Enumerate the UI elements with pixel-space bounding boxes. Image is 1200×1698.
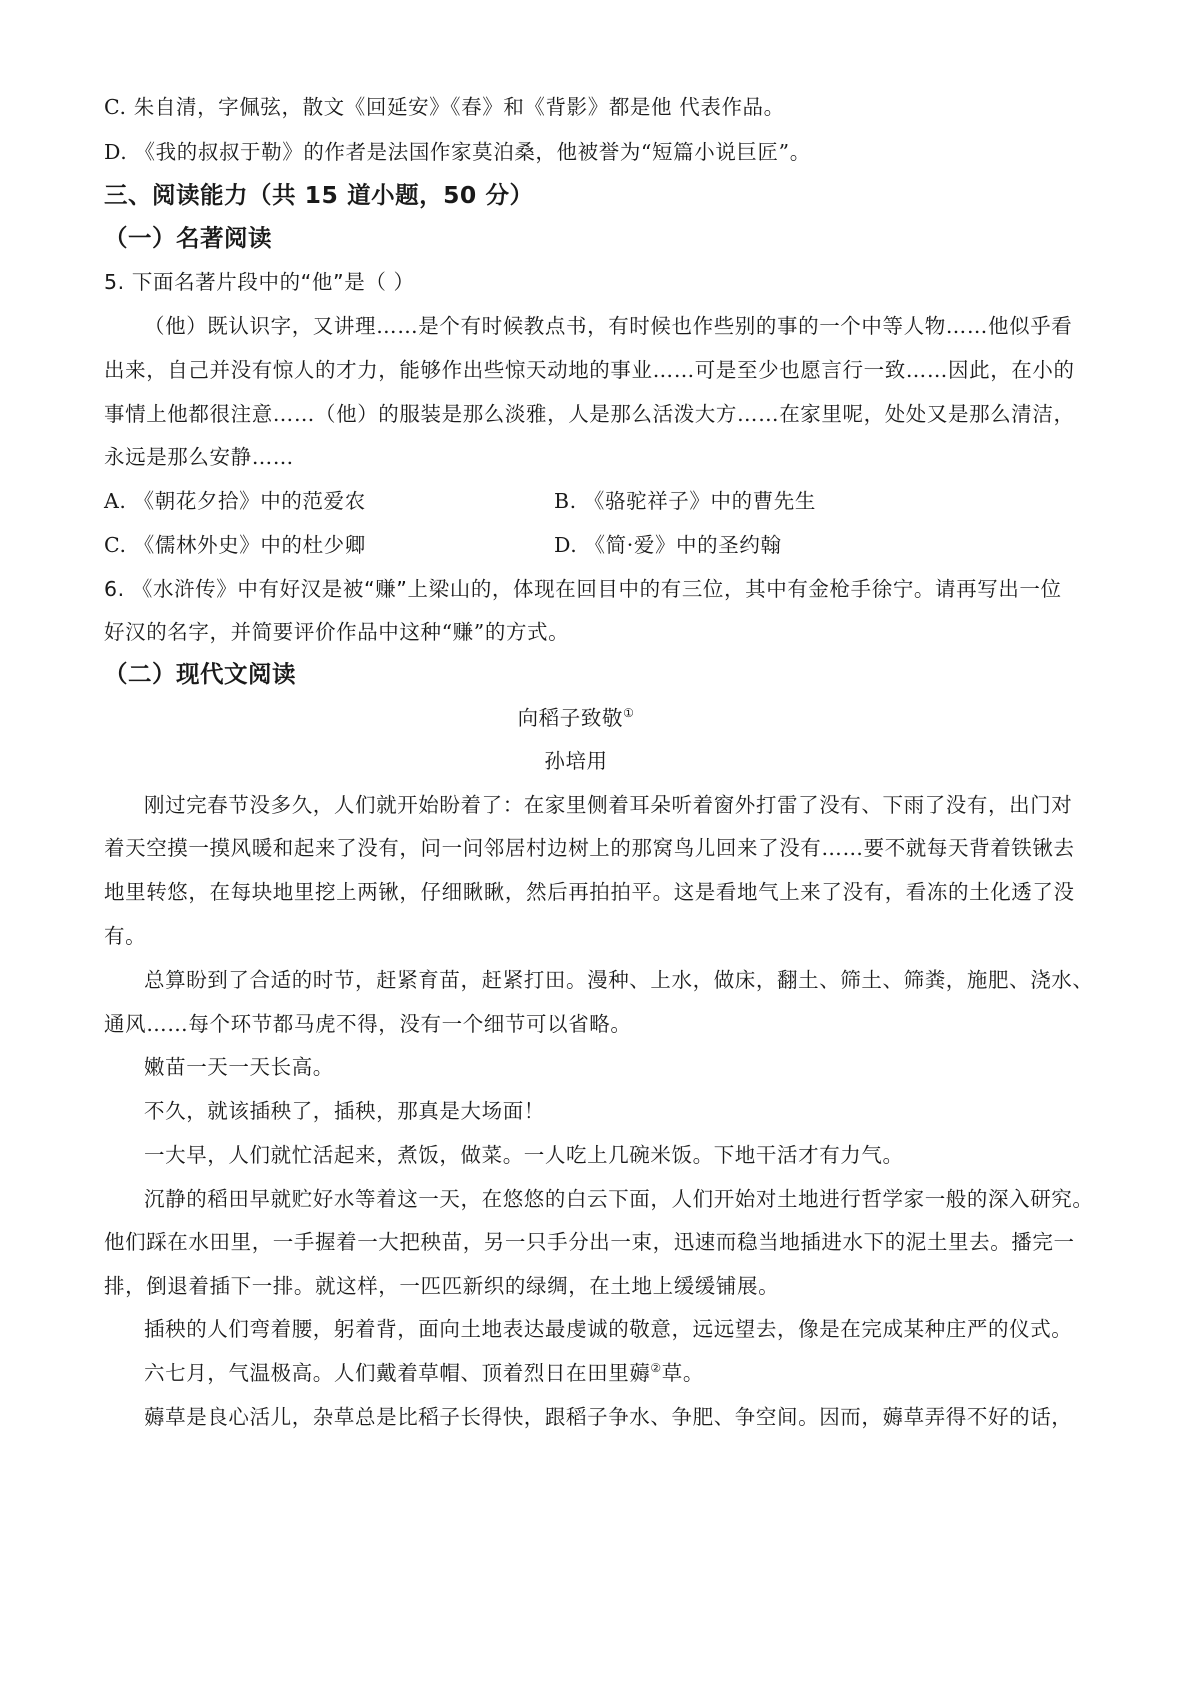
article-line: 有。 <box>104 924 147 948</box>
passage-line: 永远是那么安静…… <box>104 445 294 469</box>
article-line: 薅草是良心活儿，杂草总是比稻子长得快，跟稻子争水、争肥、争空间。因而，薅草弄得不好的话， <box>144 1405 1073 1429</box>
subsection-classics-reading: （一）名著阅读 <box>104 224 272 252</box>
article-line: 插秧的人们弯着腰，躬着背，面向土地表达最虔诚的敬意，远远望去，像是在完成某种庄严的仪式。 <box>144 1317 1073 1341</box>
q5-option-a: A. 《朝花夕拾》中的范爱农 <box>104 489 366 513</box>
article-line: 嫩苗一天一天长高。 <box>144 1055 334 1079</box>
subsection-modern-reading: （二）现代文阅读 <box>104 660 296 688</box>
article-line: 沉静的稻田早就贮好水等着这一天，在悠悠的白云下面，人们开始对土地进行哲学家一般的深入研究。 <box>144 1187 1094 1211</box>
article-line-weeding <box>144 1359 704 1387</box>
article-line: 他们踩在水田里，一手握着一大把秧苗，另一只手分出一束，迅速而稳当地插进水下的泥土里去。播完一 <box>104 1230 1075 1254</box>
article-line: 地里转悠，在每块地里挖上两锹，仔细瞅瞅，然后再拍拍平。这是看地气上来了没有，看冻的土化透了没 <box>104 880 1075 904</box>
article-line: 通风……每个环节都马虎不得，没有一个细节可以省略。 <box>104 1012 632 1036</box>
article-title-text: 向稻子致敬 <box>517 706 624 730</box>
q5-option-d: D. 《简·爱》中的圣约翰 <box>554 533 782 557</box>
option-c-zhuziqing: C. 朱自清，字佩弦，散文《回延安》《春》和《背影》都是他 代表作品。 <box>104 95 785 119</box>
passage-line: 事情上他都很注意……（他）的服装是那么淡雅，人是那么活泼大方……在家里呢，处处又是那么清洁， <box>104 402 1075 426</box>
passage-line: （他）既认识字，又讲理……是个有时候教点书，有时候也作些别的事的一个中等人物……他似乎看 <box>144 314 1073 338</box>
article-line: 着天空摸一摸风暖和起来了没有，问一问邻居村边树上的那窝鸟儿回来了没有……要不就每天背着铁锹去 <box>104 836 1075 860</box>
article-line-text: 六七月，气温极高。人们戴着草帽、顶着烈日在田里 <box>144 1361 630 1385</box>
q5-option-c: C. 《儒林外史》中的杜少卿 <box>104 533 366 557</box>
article-author: 孙培用 <box>544 749 608 773</box>
passage-line: 出来，自己并没有惊人的才力，能够作出些惊天动地的事业……可是至少也愿言行一致……因此，在小的 <box>104 358 1075 382</box>
question-6-line: 6. 《水浒传》中有好汉是被“赚”上梁山的，体现在回目中的有三位，其中有金枪手徐宁。请再写出一位 <box>104 577 1062 601</box>
article-line: 排，倒退着插下一排。就这样，一匹匹新织的绿绸，在土地上缓缓铺展。 <box>104 1274 780 1298</box>
question-6-line: 好汉的名字，并简要评价作品中这种“赚”的方式。 <box>104 620 570 644</box>
article-line: 总算盼到了合适的时节，赶紧育苗，赶紧打田。漫种、上水，做床，翻土、筛土、筛粪，施肥、浇水、 <box>144 968 1094 992</box>
weed-word: 薅 <box>629 1361 651 1385</box>
q5-option-b: B. 《骆驼祥子》中的曹先生 <box>554 489 816 513</box>
article-title <box>0 704 1152 732</box>
article-line: 一大早，人们就忙活起来，煮饭，做菜。一人吃上几碗米饭。下地干活才有力气。 <box>144 1143 904 1167</box>
article-line: 不久，就该插秧了，插秧，那真是大场面！ <box>144 1099 545 1123</box>
article-line: 刚过完春节没多久，人们就开始盼着了：在家里侧着耳朵听着窗外打雷了没有、下雨了没有，出门对 <box>144 793 1073 817</box>
footnote-marker: ① <box>623 706 635 720</box>
footnote-marker: ② <box>650 1361 662 1375</box>
question-5-stem: 5. 下面名著片段中的“他”是（ ） <box>104 270 415 294</box>
article-line-text: 草。 <box>661 1361 704 1385</box>
section-3-heading: 三、阅读能力（共 15 道小题，50 分） <box>104 181 534 209</box>
option-d-maupassant: D. 《我的叔叔于勒》的作者是法国作家莫泊桑，他被誉为“短篇小说巨匠”。 <box>104 140 811 164</box>
